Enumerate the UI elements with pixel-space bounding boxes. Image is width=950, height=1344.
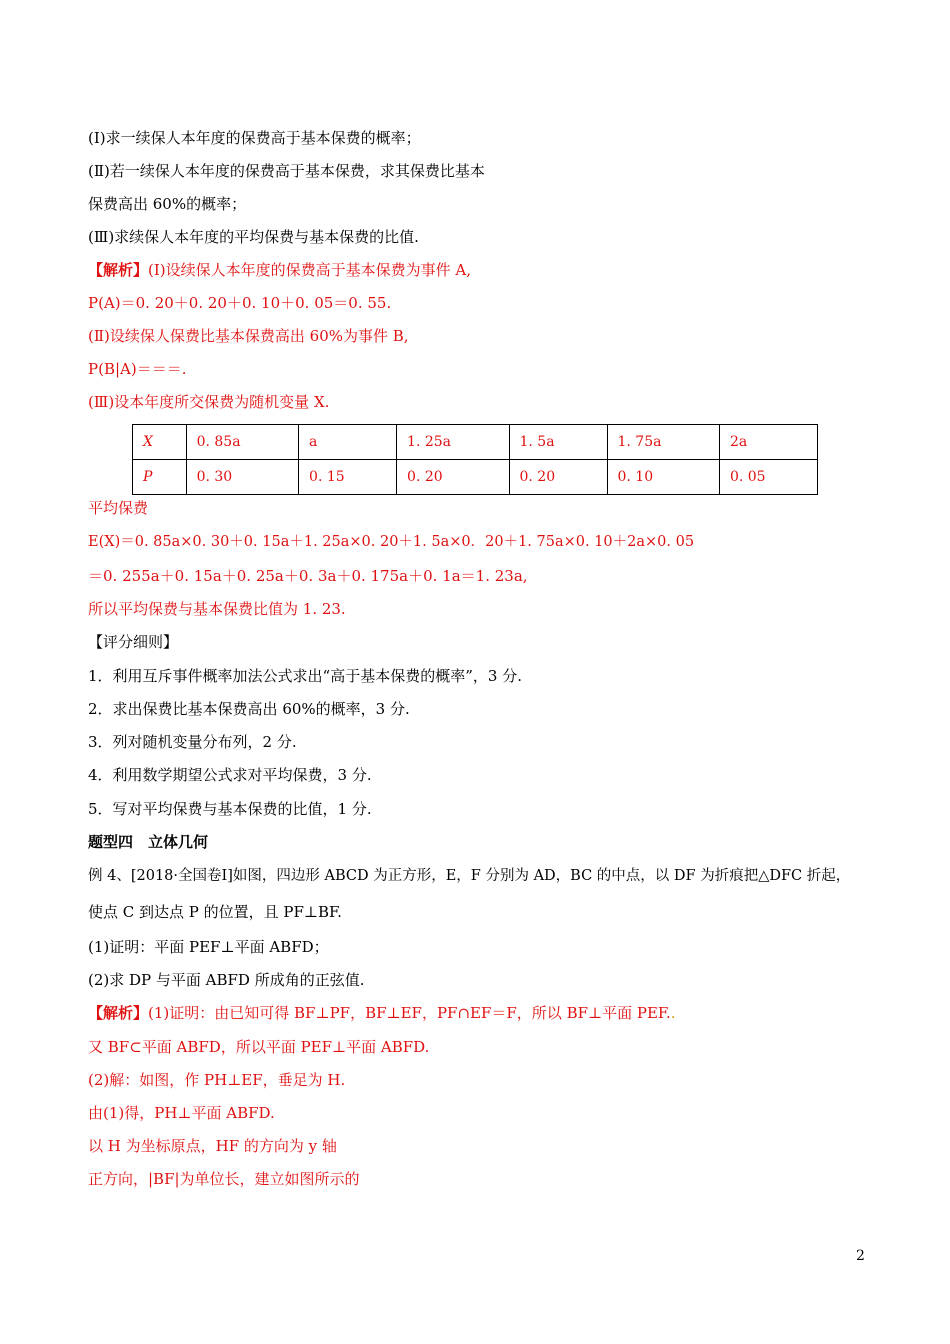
solution-line-5: (Ⅲ)设本年度所交保费为随机变量 X. (88, 393, 330, 411)
table-cell: 1. 5a (509, 425, 607, 460)
solution-line-4: P(B|A)＝＝＝. (88, 360, 187, 378)
solution2-line-2: 又 BF⊂平面 ABFD，所以平面 PEF⊥平面 ABFD. (88, 1038, 430, 1056)
scoring-item-4: 4．利用数学期望公式求对平均保费，3 分. (88, 766, 372, 784)
table-cell: P (133, 460, 187, 495)
solution2-tag: 【解析】 (88, 1004, 149, 1022)
example-line-2: 使点 C 到达点 P 的位置，且 PF⊥BF. (88, 903, 342, 921)
table-row (133, 425, 818, 460)
table-cell: a (299, 425, 397, 460)
solution-tag: 【解析】 (88, 261, 149, 279)
solution2-line-1 (88, 1003, 676, 1023)
distribution-table (132, 424, 818, 495)
table-cell: 0. 20 (397, 460, 509, 495)
solution-text-1: (Ⅰ)设续保人本年度的保费高于基本保费为事件 A, (148, 261, 472, 279)
solution2-line-4: 由(1)得，PH⊥平面 ABFD. (88, 1104, 275, 1122)
question-2-cont: 保费高出 60%的概率； (88, 195, 247, 213)
table-row (133, 460, 818, 495)
page-number: 2 (856, 1248, 865, 1264)
solution2-text-1: (1)证明：由已知可得 BF⊥PF，BF⊥EF，PF∩EF＝F，所以 BF⊥平面 PEF. (148, 1004, 671, 1022)
solution-line-2: P(A)＝0. 20＋0. 20＋0. 10＋0. 05＝0. 55. (88, 294, 392, 312)
mean-heading: 平均保费 (88, 499, 149, 517)
scoring-item-5: 5．写对平均保费与基本保费的比值，1 分. (88, 800, 372, 818)
table-cell: X (133, 425, 187, 460)
question-1: (Ⅰ)求一续保人本年度的保费高于基本保费的概率； (88, 129, 421, 147)
question-3: (Ⅲ)求续保人本年度的平均保费与基本保费的比值. (88, 228, 419, 246)
section-title: 题型四 立体几何 (88, 833, 209, 851)
example-line-1: 例 4、[2018·全国卷Ⅰ]如图，四边形 ABCD 为正方形，E，F 分别为 AD，BC 的中点，以 DF 为折痕把△DFC 折起， (88, 868, 851, 884)
solution2-trailing-mark: . (670, 1004, 676, 1022)
scoring-item-3: 3．列对随机变量分布列，2 分. (88, 733, 297, 751)
scoring-item-2: 2．求出保费比基本保费高出 60%的概率，3 分. (88, 700, 410, 718)
table-cell: 0. 30 (186, 460, 298, 495)
mean-conclusion: 所以平均保费与基本保费比值为 1. 23. (88, 600, 346, 618)
table-cell: 2a (719, 425, 817, 460)
mean-line-1: E(X)＝0. 85a×0. 30＋0. 15a＋1. 25a×0. 20＋1. 5a×0．20＋1. 75a×0. 10＋2a×0. 05 (88, 534, 695, 550)
table-cell: 0. 10 (607, 460, 719, 495)
scoring-title: 【评分细则】 (88, 633, 179, 651)
table-cell: 0. 05 (719, 460, 817, 495)
table-cell: 0. 85a (186, 425, 298, 460)
solution2-line-5: 以 H 为坐标原点，HF 的方向为 y 轴 (88, 1137, 337, 1155)
table-cell: 1. 75a (607, 425, 719, 460)
mean-line-2: ＝0. 255a＋0. 15a＋0. 25a＋0. 3a＋0. 175a＋0. 1a＝1. 23a, (88, 567, 528, 585)
solution-line-1 (88, 260, 471, 280)
table-cell: 1. 25a (397, 425, 509, 460)
solution2-line-6: 正方向，|BF|为单位长，建立如图所示的 (88, 1170, 360, 1188)
question-2: (Ⅱ)若一续保人本年度的保费高于基本保费，求其保费比基本 (88, 162, 485, 180)
scoring-item-1: 1．利用互斥事件概率加法公式求出“高于基本保费的概率”，3 分. (88, 667, 522, 685)
example-line-3: (1)证明：平面 PEF⊥平面 ABFD； (88, 938, 329, 956)
table-cell: 0. 20 (509, 460, 607, 495)
solution2-line-3: (2)解：如图，作 PH⊥EF，垂足为 H. (88, 1071, 346, 1089)
table-cell: 0. 15 (299, 460, 397, 495)
example-line-4: (2)求 DP 与平面 ABFD 所成角的正弦值. (88, 971, 365, 989)
solution-line-3: (Ⅱ)设续保人保费比基本保费高出 60%为事件 B, (88, 327, 409, 345)
